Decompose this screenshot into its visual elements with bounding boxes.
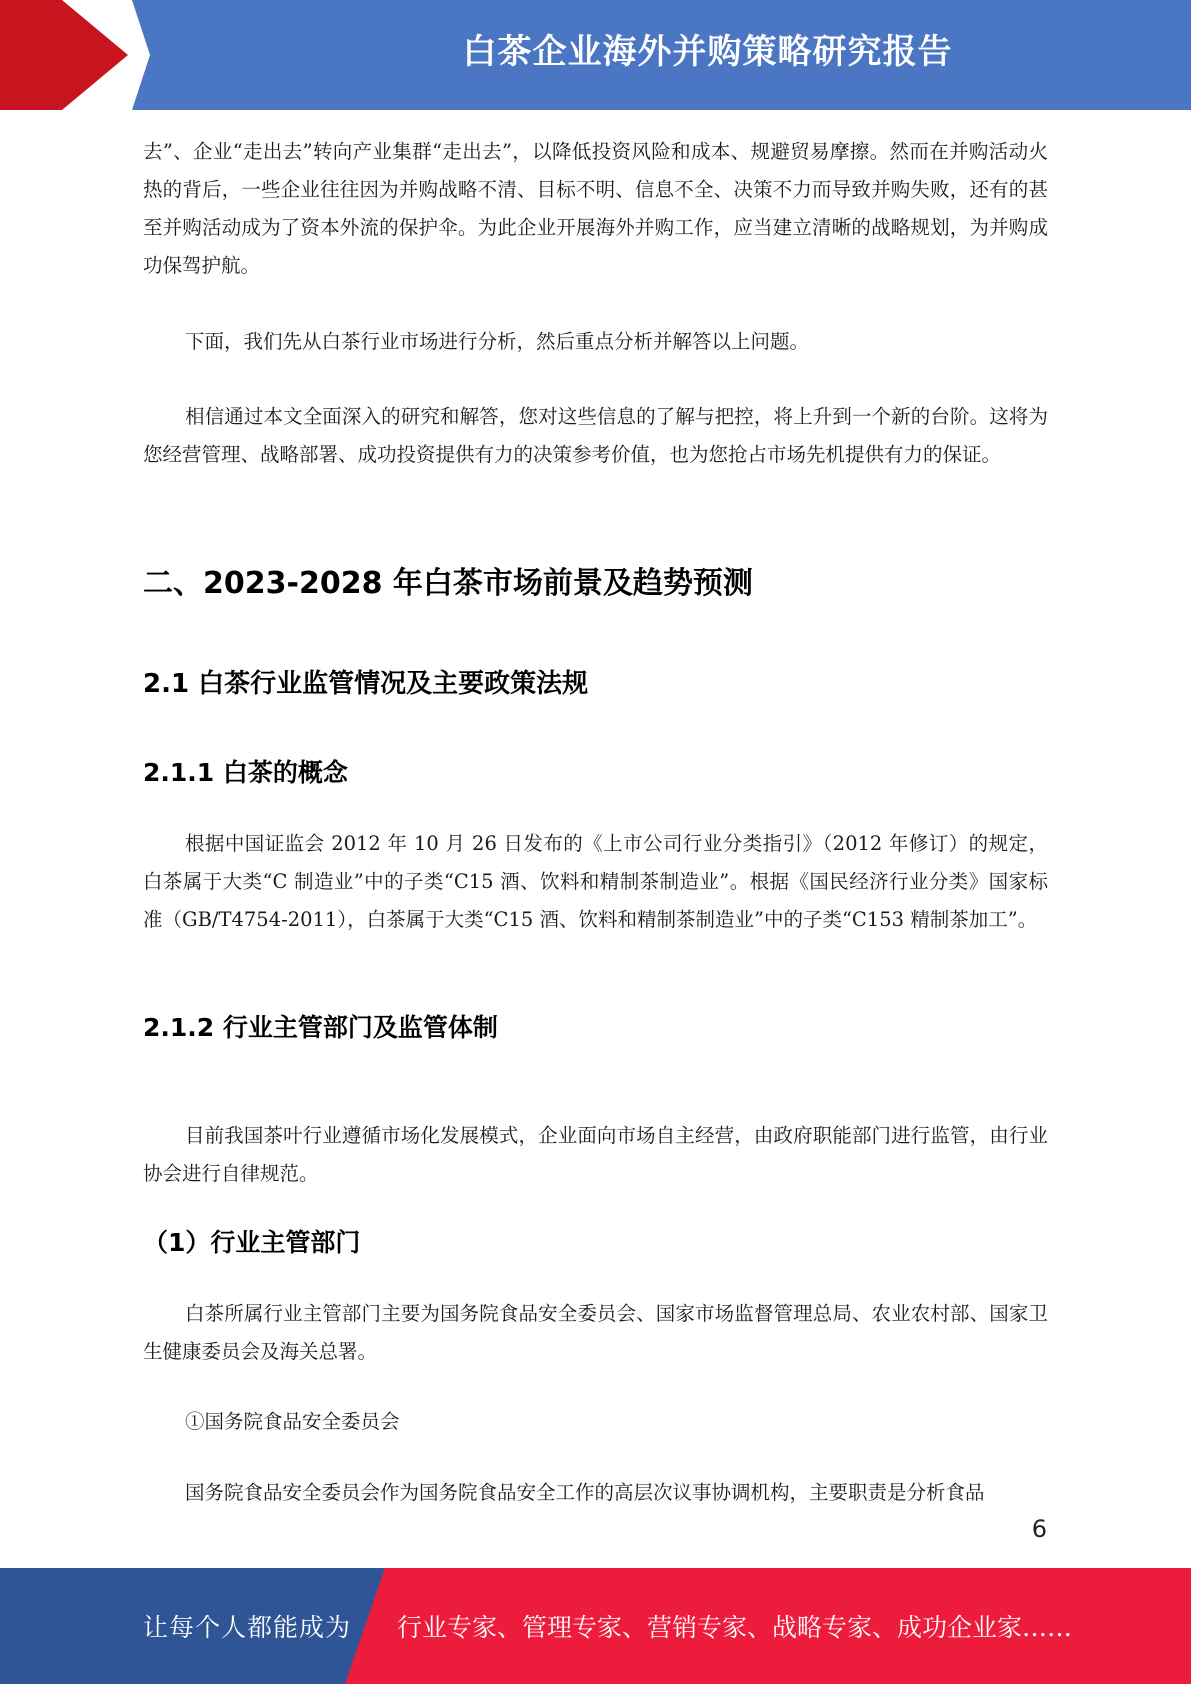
paragraph-next: 下面，我们先从白茶行业市场进行分析，然后重点分析并解答以上问题。 bbox=[185, 330, 810, 353]
section-2-1-heading: 2.1 白茶行业监管情况及主要政策法规 bbox=[143, 669, 589, 699]
footer-slogan-left: 让每个人都能成为 bbox=[143, 1613, 352, 1642]
paragraph-continued: 去”、企业“走出去”转向产业集群“走出去”，以降低投资风险和成本、规避贸易摩擦。然而在并购活动火热的背后，一些企业往往因为并购战略不清、目标不明、信息不全、决策不力而导致并购失败，还有的甚至并购活动成为了资本外流的保护伞。为此企业开展海外并购工作，应当建立清晰的战略规划，为并购成功保驾护航。 bbox=[143, 140, 1048, 277]
paragraph-believe: 相信通过本文全面深入的研究和解答，您对这些信息的了解与把控，将上升到一个新的台阶。这将为您经营管理、战略部署、成功投资提供有力的决策参考价值，也为您抢占市场先机提供有力的保证。 bbox=[143, 405, 1048, 466]
footer-slogan-right: 行业专家、管理专家、营销专家、战略专家、成功企业家…… bbox=[397, 1613, 1073, 1642]
paragraph-item-1: 国务院食品安全委员会作为国务院食品安全工作的高层次议事协调机构，主要职责是分析食品 bbox=[185, 1481, 985, 1504]
section-2-1-1-heading: 2.1.1 白茶的概念 bbox=[143, 758, 348, 787]
paragraph-regulation: 目前我国茶叶行业遵循市场化发展模式，企业面向市场自主经营，由政府职能部门进行监管，由行业协会进行自律规范。 bbox=[143, 1124, 1048, 1185]
header-flag-icon bbox=[0, 0, 160, 110]
subsection-1-heading: （1）行业主管部门 bbox=[143, 1228, 361, 1257]
paragraph-departments: 白茶所属行业主管部门主要为国务院食品安全委员会、国家市场监督管理总局、农业农村部、国家卫生健康委员会及海关总署。 bbox=[143, 1302, 1048, 1363]
section-2-1-2-heading: 2.1.2 行业主管部门及监管体制 bbox=[143, 1013, 498, 1042]
section-2-heading: 二、2023-2028 年白茶市场前景及趋势预测 bbox=[143, 566, 753, 601]
paragraph-concept: 根据中国证监会 2012 年 10 月 26 日发布的《上市公司行业分类指引》（2012 年修订）的规定，白茶属于大类“C 制造业”中的子类“C15 酒、饮料和精制茶制造业”。根据《国民经济行业分类》国家标准（GB/T4754-2011），白茶属于大类“C15 酒、饮料和精制茶制造业”中的子类“C153 精制茶加工”。 bbox=[143, 832, 1048, 931]
item-1-heading: ①国务院食品安全委员会 bbox=[185, 1410, 400, 1433]
page-number: 6 bbox=[1031, 1515, 1047, 1543]
page-header bbox=[0, 0, 1191, 110]
page-footer bbox=[0, 1568, 1191, 1684]
report-title: 白茶企业海外并购策略研究报告 bbox=[462, 32, 953, 72]
